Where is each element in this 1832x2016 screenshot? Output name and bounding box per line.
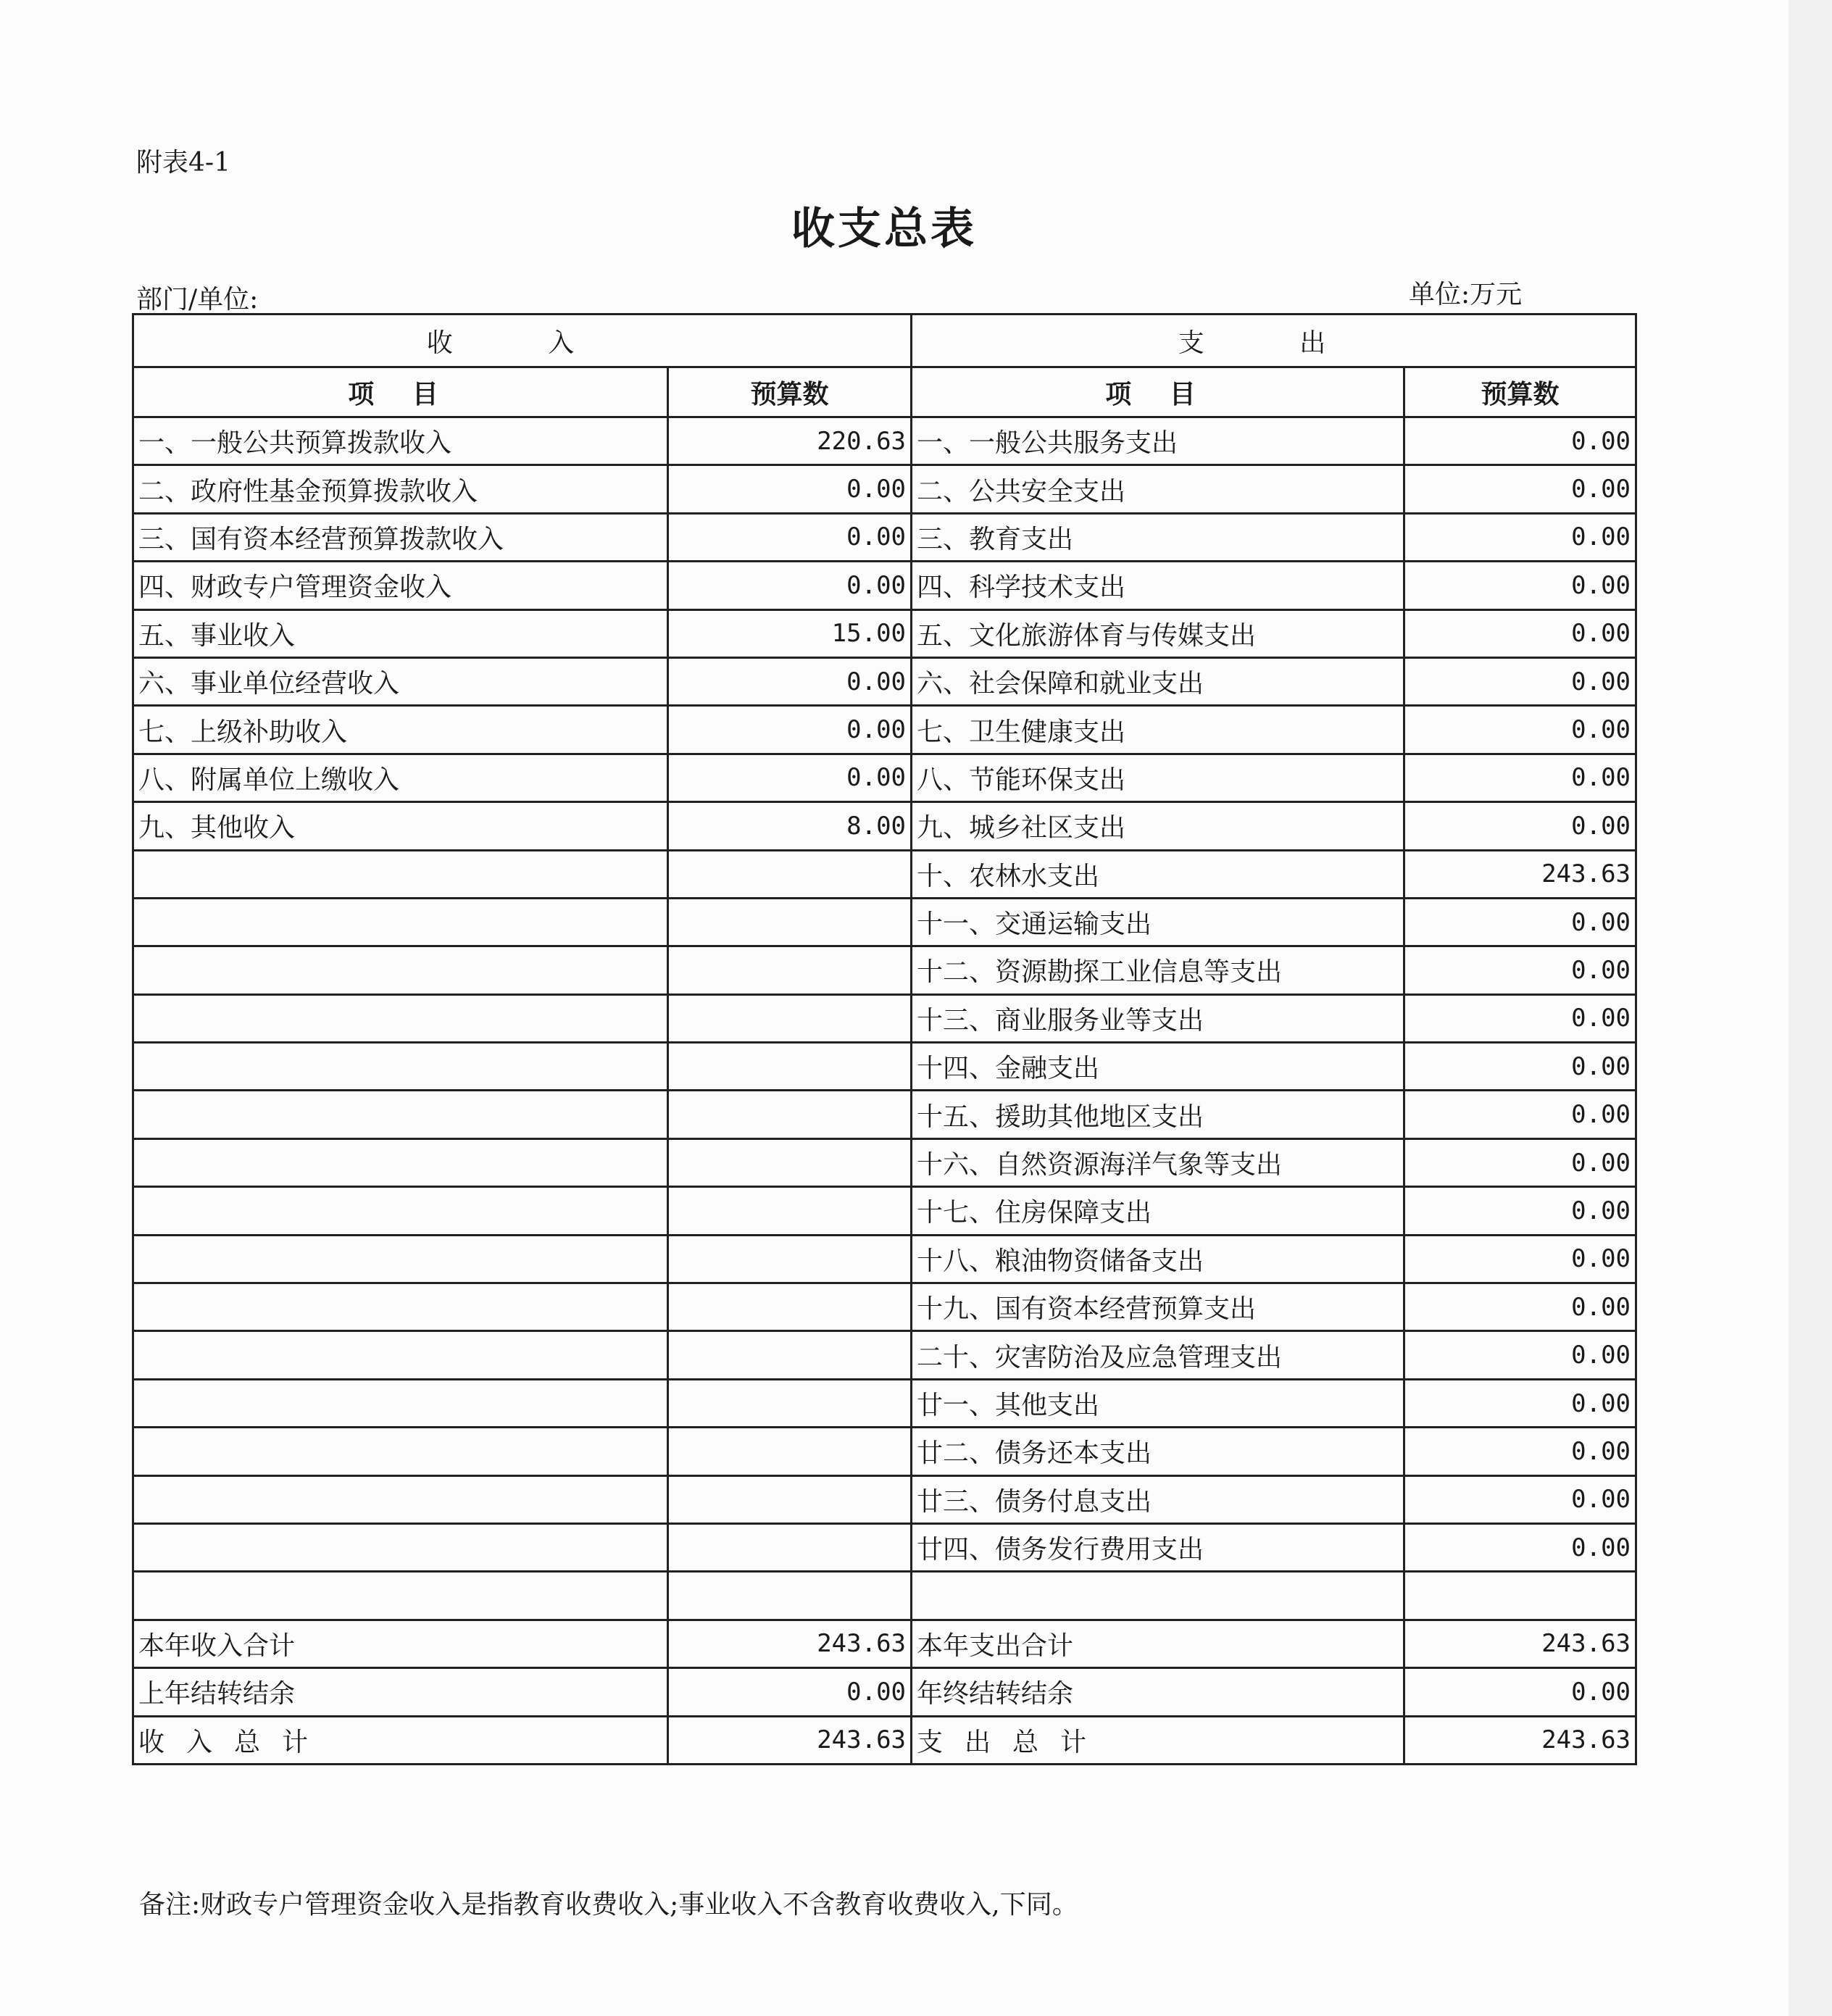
income-amount-cell: 0.00	[668, 754, 912, 801]
table-row	[133, 994, 1636, 1042]
income-item-cell	[133, 1283, 668, 1331]
expense-amount-cell: 0.00	[1404, 1138, 1636, 1186]
table-row	[133, 1572, 1636, 1620]
expense-amount-cell: 0.00	[1404, 1428, 1636, 1475]
income-amount-cell	[668, 1379, 912, 1427]
income-amount-cell: 0.00	[668, 562, 912, 609]
income-item-cell	[133, 850, 668, 898]
income-amount-cell: 243.63	[668, 1716, 912, 1764]
expense-amount-cell: 0.00	[1404, 1091, 1636, 1138]
table-row	[133, 898, 1636, 946]
income-amount-cell	[668, 994, 912, 1042]
income-item-cell	[133, 1138, 668, 1186]
income-amount-cell: 0.00	[668, 706, 912, 754]
income-amount-cell	[668, 1331, 912, 1379]
document-title: 收支总表	[791, 204, 977, 254]
table-row	[133, 562, 1636, 609]
income-amount-cell: 0.00	[668, 657, 912, 705]
income-amount-cell: 15.00	[668, 609, 912, 657]
expense-item-cell: 十五、援助其他地区支出	[912, 1091, 1404, 1138]
income-item-header: 项 目	[133, 367, 668, 417]
income-budget-header: 预算数	[668, 367, 912, 417]
expense-amount-cell: 0.00	[1404, 1331, 1636, 1379]
expense-item-cell: 七、卫生健康支出	[912, 706, 1404, 754]
income-item-cell: 本年收入合计	[133, 1620, 668, 1667]
income-amount-cell: 0.00	[668, 513, 912, 561]
income-amount-cell: 220.63	[668, 417, 912, 465]
table-row	[133, 1235, 1636, 1283]
scan-edge	[1789, 0, 1832, 2016]
expense-amount-cell: 0.00	[1404, 706, 1636, 754]
expense-amount-cell: 0.00	[1404, 1379, 1636, 1427]
income-amount-cell	[668, 1138, 912, 1186]
expense-item-header: 项 目	[912, 367, 1404, 417]
income-item-cell: 三、国有资本经营预算拨款收入	[133, 513, 668, 561]
expense-amount-cell: 0.00	[1404, 754, 1636, 801]
income-item-cell: 五、事业收入	[133, 609, 668, 657]
table-row	[133, 1716, 1636, 1764]
income-item-cell: 二、政府性基金预算拨款收入	[133, 465, 668, 513]
expense-item-cell: 十一、交通运输支出	[912, 898, 1404, 946]
expense-item-cell: 二十、灾害防治及应急管理支出	[912, 1331, 1404, 1379]
expense-amount-cell: 0.00	[1404, 1475, 1636, 1523]
table-row	[133, 465, 1636, 513]
income-amount-cell: 8.00	[668, 802, 912, 850]
income-amount-cell	[668, 1283, 912, 1331]
table-row	[133, 513, 1636, 561]
table-row	[133, 1187, 1636, 1235]
budget-summary-table	[132, 313, 1637, 1765]
expense-item-cell: 九、城乡社区支出	[912, 802, 1404, 850]
income-item-cell: 九、其他收入	[133, 802, 668, 850]
expense-item-cell: 三、教育支出	[912, 513, 1404, 561]
income-amount-cell: 0.00	[668, 1668, 912, 1716]
table-row	[133, 1138, 1636, 1186]
income-item-cell: 七、上级补助收入	[133, 706, 668, 754]
income-amount-cell: 243.63	[668, 1620, 912, 1667]
income-item-cell	[133, 1187, 668, 1235]
expense-item-cell: 十九、国有资本经营预算支出	[912, 1283, 1404, 1331]
table-row	[133, 946, 1636, 994]
income-amount-cell	[668, 1043, 912, 1091]
income-amount-cell	[668, 1187, 912, 1235]
expense-amount-cell: 0.00	[1404, 1043, 1636, 1091]
appendix-number: 附表4-1	[136, 148, 230, 178]
table-row	[133, 1523, 1636, 1571]
expense-amount-cell: 0.00	[1404, 562, 1636, 609]
income-item-cell	[133, 1043, 668, 1091]
table-row	[133, 1379, 1636, 1427]
income-amount-cell	[668, 1428, 912, 1475]
income-item-cell: 一、一般公共预算拨款收入	[133, 417, 668, 465]
income-item-cell	[133, 1523, 668, 1571]
table-row	[133, 609, 1636, 657]
expense-item-cell: 十四、金融支出	[912, 1043, 1404, 1091]
expense-amount-cell: 0.00	[1404, 417, 1636, 465]
income-amount-cell	[668, 1523, 912, 1571]
expense-item-cell	[912, 1572, 1404, 1620]
income-amount-cell: 0.00	[668, 465, 912, 513]
expense-item-cell: 十八、粮油物资储备支出	[912, 1235, 1404, 1283]
table-row	[133, 802, 1636, 850]
income-item-cell	[133, 1379, 668, 1427]
income-item-cell	[133, 1331, 668, 1379]
expense-amount-cell	[1404, 1572, 1636, 1620]
expense-amount-cell: 0.00	[1404, 513, 1636, 561]
expense-amount-cell: 0.00	[1404, 1668, 1636, 1716]
income-amount-cell	[668, 1091, 912, 1138]
expense-item-cell: 五、文化旅游体育与传媒支出	[912, 609, 1404, 657]
income-item-cell: 六、事业单位经营收入	[133, 657, 668, 705]
table-row	[133, 1043, 1636, 1091]
expense-item-cell: 廿一、其他支出	[912, 1379, 1404, 1427]
income-amount-cell	[668, 1475, 912, 1523]
expense-item-cell: 廿三、债务付息支出	[912, 1475, 1404, 1523]
table-row	[133, 1620, 1636, 1667]
income-item-cell	[133, 898, 668, 946]
income-item-cell	[133, 1235, 668, 1283]
expense-amount-cell: 243.63	[1404, 1716, 1636, 1764]
expense-item-cell: 廿四、债务发行费用支出	[912, 1523, 1404, 1571]
footnote: 备注:财政专户管理资金收入是指教育收费收入;事业收入不含教育收费收入,下同。	[139, 1890, 1078, 1920]
expense-item-cell: 十二、资源勘探工业信息等支出	[912, 946, 1404, 994]
column-header-row	[133, 367, 1636, 417]
expense-amount-cell: 0.00	[1404, 1187, 1636, 1235]
expense-amount-cell: 243.63	[1404, 850, 1636, 898]
income-item-cell	[133, 946, 668, 994]
income-amount-cell	[668, 1235, 912, 1283]
expense-item-cell: 十三、商业服务业等支出	[912, 994, 1404, 1042]
expense-amount-cell: 0.00	[1404, 1283, 1636, 1331]
table-row	[133, 1428, 1636, 1475]
expense-item-cell: 六、社会保障和就业支出	[912, 657, 1404, 705]
income-item-cell: 四、财政专户管理资金收入	[133, 562, 668, 609]
unit-label: 单位:万元	[1409, 280, 1523, 309]
income-amount-cell	[668, 850, 912, 898]
expense-item-cell: 十七、住房保障支出	[912, 1187, 1404, 1235]
table-row	[133, 706, 1636, 754]
expense-item-cell: 八、节能环保支出	[912, 754, 1404, 801]
income-group-header: 收 入	[133, 315, 912, 367]
expense-amount-cell: 243.63	[1404, 1620, 1636, 1667]
expense-amount-cell: 0.00	[1404, 609, 1636, 657]
expense-group-header: 支 出	[912, 315, 1636, 367]
expense-item-cell: 十、农林水支出	[912, 850, 1404, 898]
expense-amount-cell: 0.00	[1404, 898, 1636, 946]
table-row	[133, 850, 1636, 898]
expense-item-cell: 本年支出合计	[912, 1620, 1404, 1667]
income-item-cell	[133, 1572, 668, 1620]
expense-item-cell: 一、一般公共服务支出	[912, 417, 1404, 465]
expense-amount-cell: 0.00	[1404, 657, 1636, 705]
table-row	[133, 417, 1636, 465]
table-row	[133, 754, 1636, 801]
expense-amount-cell: 0.00	[1404, 1235, 1636, 1283]
expense-item-cell: 年终结转结余	[912, 1668, 1404, 1716]
group-header-row	[133, 315, 1636, 367]
department-label: 部门/单位:	[136, 285, 259, 315]
table-row	[133, 1331, 1636, 1379]
table-row	[133, 1475, 1636, 1523]
income-item-cell: 收入总计	[133, 1716, 668, 1764]
income-item-cell: 上年结转结余	[133, 1668, 668, 1716]
table-row	[133, 657, 1636, 705]
income-item-cell	[133, 1475, 668, 1523]
income-amount-cell	[668, 1572, 912, 1620]
expense-amount-cell: 0.00	[1404, 946, 1636, 994]
expense-amount-cell: 0.00	[1404, 994, 1636, 1042]
income-item-cell	[133, 1091, 668, 1138]
expense-amount-cell: 0.00	[1404, 465, 1636, 513]
expense-item-cell: 支出总计	[912, 1716, 1404, 1764]
expense-amount-cell: 0.00	[1404, 802, 1636, 850]
table-row	[133, 1668, 1636, 1716]
income-amount-cell	[668, 946, 912, 994]
income-item-cell	[133, 1428, 668, 1475]
table-row	[133, 1091, 1636, 1138]
expense-amount-cell: 0.00	[1404, 1523, 1636, 1571]
expense-item-cell: 十六、自然资源海洋气象等支出	[912, 1138, 1404, 1186]
expense-item-cell: 廿二、债务还本支出	[912, 1428, 1404, 1475]
table-row	[133, 1283, 1636, 1331]
expense-item-cell: 四、科学技术支出	[912, 562, 1404, 609]
income-amount-cell	[668, 898, 912, 946]
income-item-cell: 八、附属单位上缴收入	[133, 754, 668, 801]
income-item-cell	[133, 994, 668, 1042]
expense-item-cell: 二、公共安全支出	[912, 465, 1404, 513]
expense-budget-header: 预算数	[1404, 367, 1636, 417]
